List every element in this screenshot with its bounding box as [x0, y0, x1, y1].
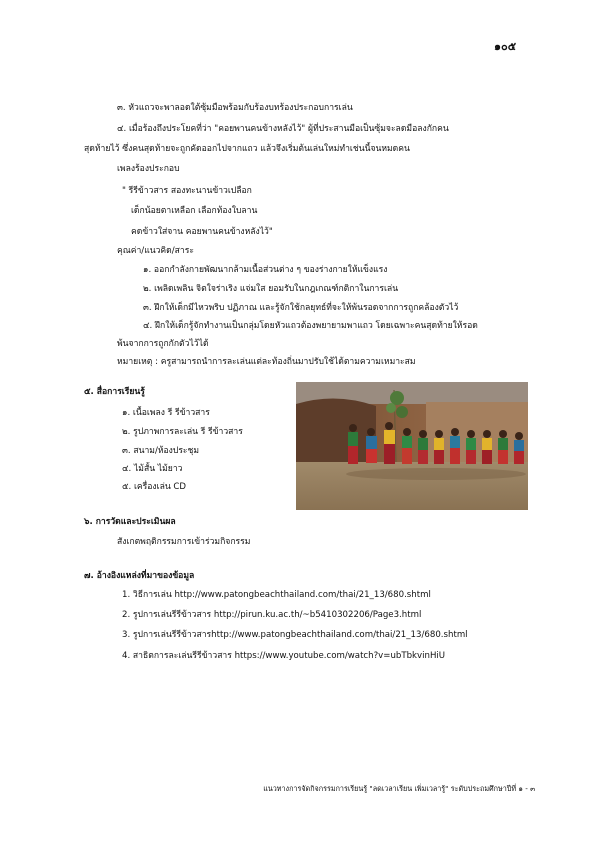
song-line: " รีรีข้าวสาร สองทะนานข้าวเปลือก	[122, 186, 252, 196]
media-item: ๑. เนื้อเพลง รี รีข้าวสาร	[122, 408, 210, 418]
values-item-4-line-2: พ้นจากการถูกกักตัวไว้ได้	[117, 339, 209, 349]
page-footer: แนวทางการจัดกิจกรรมการเรียนรู้ "ลดเวลาเรียน เพิ่มเวลารู้" ระดับประถมศึกษาปีที่ ๑ - ๓	[263, 784, 535, 793]
song-line: เด็กน้อยตาเหลือก เลือกท้องใบลาน	[131, 206, 258, 216]
song-heading: เพลงร้องประกอบ	[117, 164, 180, 174]
media-item: ๓. สนาม/ห้องประชุม	[122, 446, 200, 456]
values-item: ๑. ออกกำลังกายพัฒนากล้ามเนื้อส่วนต่าง ๆ ของร่างกายให้แข็งแรง	[143, 265, 388, 275]
reference-item: 3. รูปการเล่นรีรีข้าวสารhttp://www.patongbeachthailand.com/thai/21_13/680.shtml	[122, 630, 468, 640]
rule-item-4-line-1: ๔. เมื่อร้องถึงประโยคที่ว่า "คอยพานคนข้างหลังไว้" ผู้ที่ประสานมือเป็นซุ้มจะลดมือลงกักคน	[117, 124, 449, 134]
media-item: ๒. รูปภาพการละเล่น รี รีข้าวสาร	[122, 427, 243, 437]
media-item: ๕. เครื่องเล่น CD	[122, 482, 187, 492]
values-item-4-line-1: ๔. ฝึกให้เด็กรู้จักทำงานเป็นกลุ่มโดยหัวแถวต้องพยายามพาแถว โดยเฉพาะคนสุดท้ายให้รอด	[143, 321, 478, 331]
evaluation-text: สังเกตพฤติกรรมการเข้าร่วมกิจกรรม	[117, 537, 251, 547]
values-note: หมายเหตุ : ครูสามารถนำการละเล่นแต่ละท้องถิ่นมาปรับใช้ได้ตามความเหมาะสม	[117, 357, 416, 367]
rule-item-4-line-2: สุดท้ายไว้ ซึ่งคนสุดท้ายจะถูกคัดออกไปจากแถว แล้วจึงเริ่มต้นเล่นใหม่ทำเช่นนี้จนหมดคน	[84, 144, 410, 154]
media-item: ๔. ไม้สั้น ไม้ยาว	[122, 464, 183, 474]
page-number: ๑๐๕	[494, 40, 517, 53]
children-playing-photo	[296, 382, 528, 510]
reference-item: 4. สาธิตการละเล่นรีรีข้าวสาร https://www.youtube.com/watch?v=ubTbkvinHiU	[122, 651, 446, 661]
media-heading: ๕. สื่อการเรียนรู้	[84, 387, 145, 397]
references-heading: ๗. อ้างอิงแหล่งที่มาของข้อมูล	[84, 571, 195, 581]
reference-item: 1. วิธีการเล่น http://www.patongbeachthailand.com/thai/21_13/680.shtml	[122, 590, 431, 600]
song-line: คดข้าวใส่จาน คอยพานคนข้างหลังไว้"	[131, 227, 273, 237]
values-heading: คุณค่า/แนวคิด/สาระ	[117, 246, 194, 256]
reference-item: 2. รูปการเล่นรีรีข้าวสาร http://pirun.ku.ac.th/~b5410302206/Page3.html	[122, 610, 422, 620]
values-item: ๓. ฝึกให้เด็กมีไหวพริบ ปฏิภาณ และรู้จักใช้กลยุทธ์ที่จะให้พ้นรอดจากการถูกคล้องตัวไว้	[143, 303, 459, 313]
rule-item-3: ๓. หัวแถวจะพาลอดใต้ซุ้มมือพร้อมกับร้องบทร้องประกอบการเล่น	[117, 103, 353, 113]
evaluation-heading: ๖. การวัดและประเมินผล	[84, 517, 176, 527]
values-item: ๒. เพลิดเพลิน จิตใจร่าเริง แจ่มใส ยอมรับในกฎเกณฑ์กติกาในการเล่น	[143, 284, 399, 294]
